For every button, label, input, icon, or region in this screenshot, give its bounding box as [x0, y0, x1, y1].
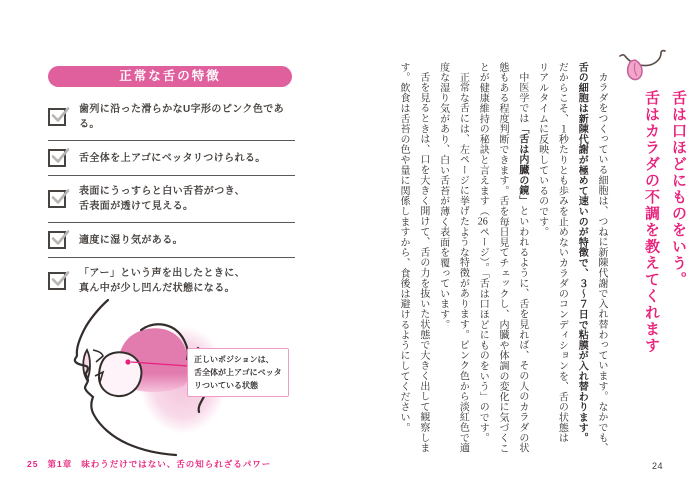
headline: [638, 90, 692, 430]
checklist-item-label: 表面にうっすらと白い舌苔がつき、 舌表面が透けて見える。: [79, 186, 245, 212]
checklist-item: [48, 176, 295, 223]
body-text-column: 舌の細胞は新陳代謝が極めて速いのが特徴で、３〜７日で粘膜が入れ替わります。: [576, 62, 588, 444]
body-text-column: 中医学では「舌は内臓の鏡」といわれるように、舌を見れば、その人のカラダの状: [516, 72, 528, 454]
checklist-item-label: 歯列に沿った滑らかなU字形のピンク色である。: [79, 104, 285, 130]
body-text-column: 態もある程度判断できます。舌を毎日見てチェックし、内臓や体調の変化に気づくこ: [497, 62, 509, 454]
body-text-column: だからこそ、１秒たりとも歩みを止めないカラダのコンディションを、舌の状態は: [556, 62, 568, 444]
checklist-item-label: 舌全体を上アゴにベッタリつけられる。: [79, 152, 266, 164]
checkbox-checked-icon: [48, 231, 66, 249]
feature-header-pill: 正常な舌の特徴: [48, 66, 292, 87]
body-text-column: リアルタイムに反映しているのです。: [536, 62, 548, 238]
footer-page-number: 25: [27, 459, 39, 469]
body-text-column: す。飲食は舌苔の色や量に関係しますから、食後は避けるようにしてください。: [398, 62, 410, 433]
body-text-column: とが健康維持の秘訣と言えます（26ページ）。「舌は口ほどにものをいう」のです。: [477, 62, 489, 444]
checklist-item: [48, 141, 295, 176]
body-text-column: 舌を見るときは、口を大きく開けて、舌の力を抜いた状態で大きく出して観察しま: [417, 72, 429, 454]
checkbox-checked-icon: [48, 190, 66, 208]
checklist-item: [48, 223, 295, 258]
tongue-icon: [616, 46, 668, 86]
checklist-item: [48, 94, 295, 141]
body-text-column: 正常な舌には、左ページに挙げたような特徴があります。ピンク色から淡紅色で適: [457, 72, 469, 454]
footer-chapter: 第1章: [47, 459, 73, 469]
checkbox-checked-icon: [48, 149, 66, 167]
upper-teeth-line: [93, 350, 103, 362]
footer-chapter-title: 味わうだけではない、舌の知られざるパワー: [81, 459, 272, 469]
headline-line: 舌は口ほどにものをいう。: [670, 90, 687, 288]
body-text: [393, 62, 611, 462]
checkbox-checked-icon: [48, 108, 66, 126]
body-text-column: 度な湿り気があり、白い舌苔が薄く表面を覆っています。: [437, 62, 449, 330]
checklist-item-label: 「アー」という声を出したときに、 真ん中が少し凹んだ状態になる。: [79, 268, 246, 294]
headline-line: 舌はカラダの不調を教えてくれます: [643, 90, 660, 354]
tongue-shape: [99, 352, 141, 396]
mouth-line: [620, 51, 665, 66]
illustration-caption: 正しいポジションは、 舌全体が上アゴにベッタ リついている状態: [187, 348, 289, 397]
footer-left: [27, 458, 271, 470]
body-text-column: カラダをつくっている細胞は、つねに新陳代謝で入れ替わっています。なかでも、: [596, 72, 607, 454]
checkbox-checked-icon: [48, 272, 66, 290]
page-number-right: 24: [652, 461, 664, 471]
tongue-position-dot: [125, 359, 130, 364]
checklist-item-label: 適度に湿り気がある。: [79, 234, 183, 246]
checklist: [48, 94, 295, 304]
